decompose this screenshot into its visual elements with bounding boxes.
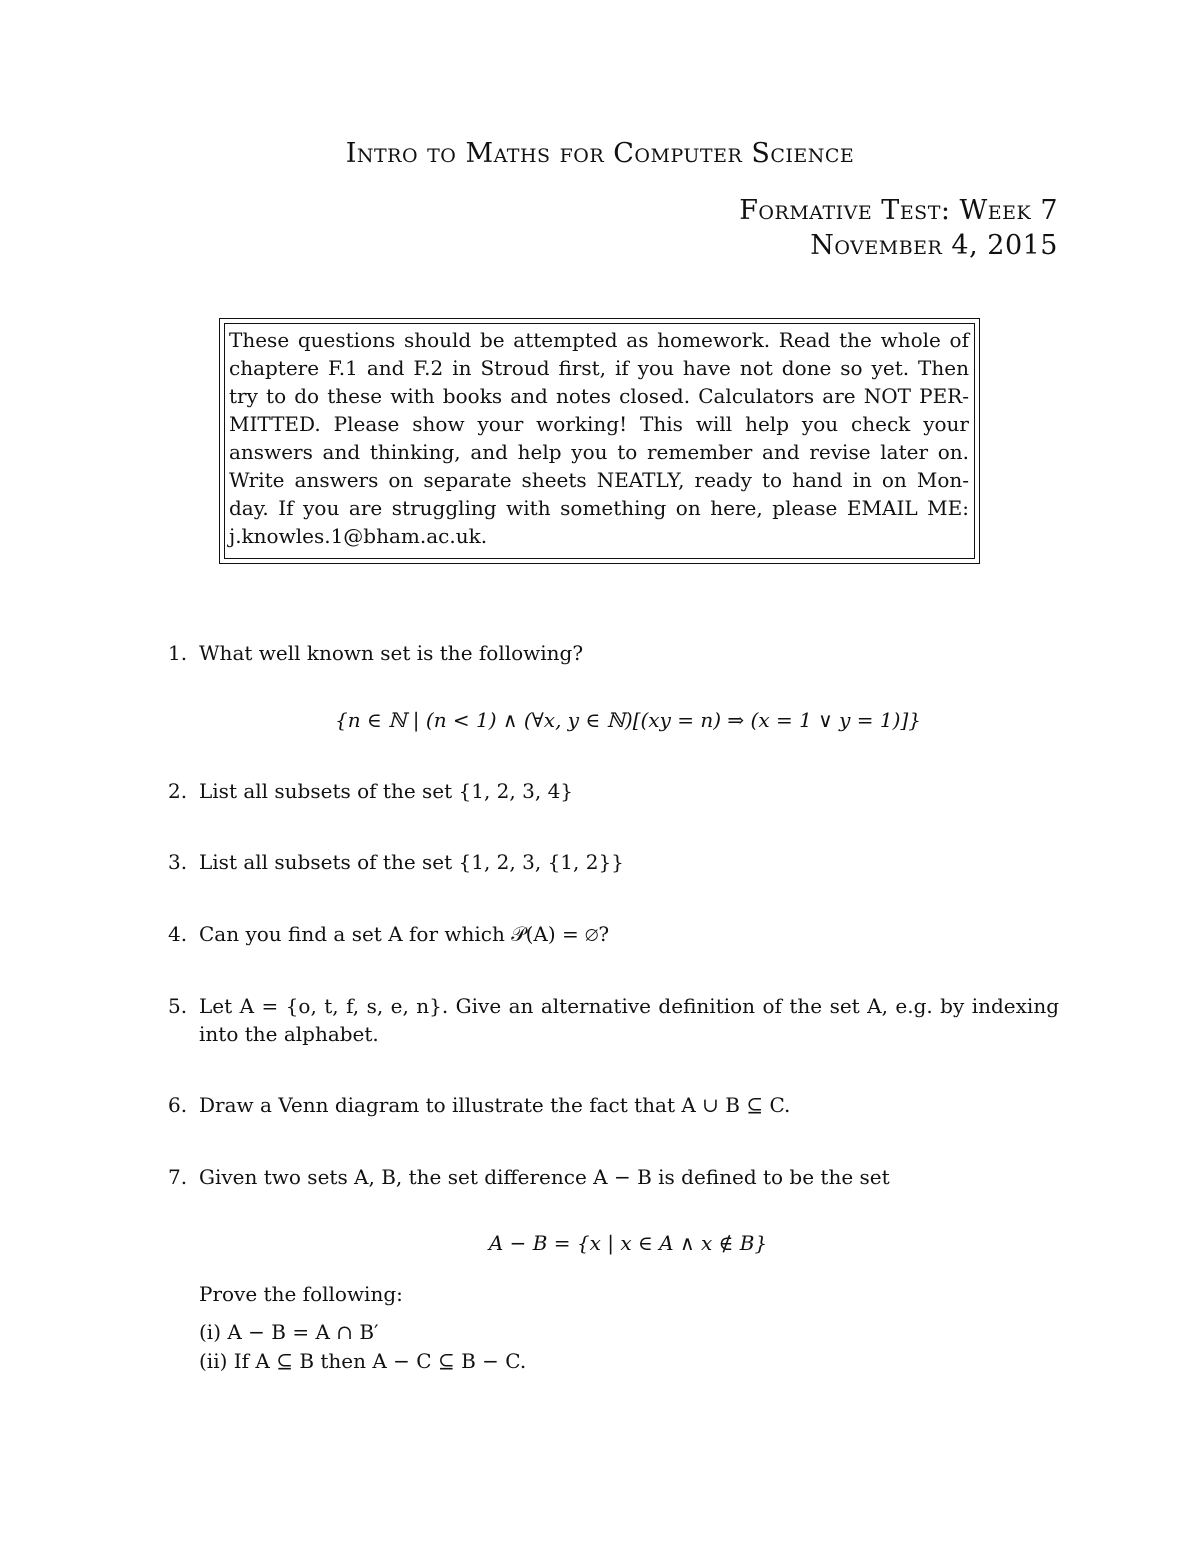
test-date: November 4, 2015 <box>810 230 1058 261</box>
test-name: Formative Test: Week 7 <box>739 195 1058 226</box>
notice-line-3: try to do these with books and notes closed. Calculators are NOT PER- <box>229 384 969 408</box>
question-2-number: 2. <box>168 779 188 803</box>
question-7-definition: A − B = {x | x ∈ A ∧ x ∉ B} <box>488 1231 768 1255</box>
question-7-part-ii: (ii) If A ⊆ B then A − C ⊆ B − C. <box>199 1349 527 1373</box>
notice-line-2: chaptere F.1 and F.2 in Stroud first, if you have not done so yet. Then <box>229 356 969 380</box>
question-2-text: List all subsets of the set {1, 2, 3, 4} <box>199 779 574 803</box>
question-5-text-line-2: into the alphabet. <box>199 1022 379 1046</box>
question-4-number: 4. <box>168 922 188 946</box>
notice-line-8: j.knowles.1@bham.ac.uk. <box>229 524 488 548</box>
question-6-number: 6. <box>168 1093 188 1117</box>
notice-line-1: These questions should be attempted as homework. Read the whole of <box>229 328 969 352</box>
question-5-text-line-1: Let A = {o, t, f, s, e, n}. Give an alternative definition of the set A, e.g. by indexing <box>199 994 1059 1018</box>
notice-line-5: answers and thinking, and help you to remember and revise later on. <box>229 440 969 464</box>
page-title: Intro to Maths for Computer Science <box>345 138 855 169</box>
notice-line-6: Write answers on separate sheets NEATLY, ready to hand in on Mon- <box>229 468 969 492</box>
question-7-prompt: Prove the following: <box>199 1282 403 1306</box>
question-4-text: Can you find a set A for which 𝒫(A) = ∅? <box>199 922 610 946</box>
question-1-formula: {n ∈ ℕ | (n < 1) ∧ (∀x, y ∈ ℕ)[(xy = n) ⇒ (x = 1 ∨ y = 1)]} <box>335 708 921 732</box>
question-3-text: List all subsets of the set {1, 2, 3, {1, 2}} <box>199 850 624 874</box>
question-1-text: What well known set is the following? <box>199 641 584 665</box>
question-7-part-i: (i) A − B = A ∩ B′ <box>199 1320 379 1344</box>
question-7-text: Given two sets A, B, the set difference A − B is defined to be the set <box>199 1165 890 1189</box>
question-3-number: 3. <box>168 850 188 874</box>
notice-line-4: MITTED. Please show your working! This will help you check your <box>229 412 969 436</box>
question-6-text: Draw a Venn diagram to illustrate the fact that A ∪ B ⊆ C. <box>199 1093 791 1117</box>
question-7-number: 7. <box>168 1165 188 1189</box>
question-1-number: 1. <box>168 641 188 665</box>
question-5-number: 5. <box>168 994 188 1018</box>
notice-line-7: day. If you are struggling with something on here, please EMAIL ME: <box>229 496 969 520</box>
